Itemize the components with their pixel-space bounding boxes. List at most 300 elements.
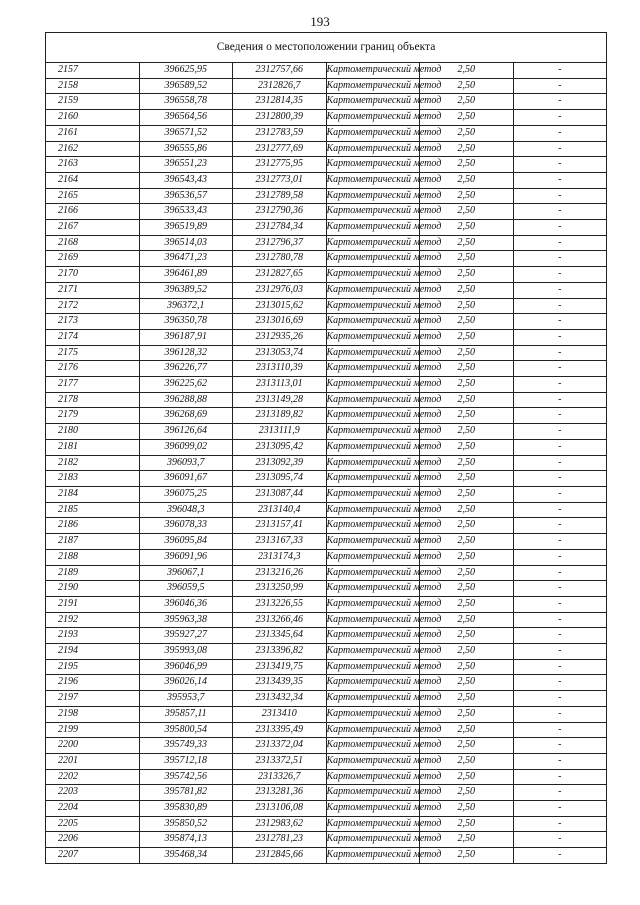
- y-coordinate-cell: 2313216,26: [233, 565, 327, 581]
- accuracy-cell: 2,50: [420, 549, 514, 565]
- accuracy-cell: 2,50: [420, 769, 514, 785]
- x-coordinate-cell: 395749,33: [139, 738, 233, 754]
- y-coordinate-cell: 2312775,95: [233, 157, 327, 173]
- y-coordinate-cell: 2312796,37: [233, 235, 327, 251]
- x-coordinate-cell: 395927,27: [139, 628, 233, 644]
- table-row: [46, 738, 607, 754]
- accuracy-cell: 2,50: [420, 691, 514, 707]
- y-coordinate-cell: 2312976,03: [233, 282, 327, 298]
- point-number-cell: 2187: [46, 534, 140, 550]
- method-cell: Картометрический метод: [326, 502, 420, 518]
- method-cell: Картометрический метод: [326, 628, 420, 644]
- x-coordinate-cell: 396048,3: [139, 502, 233, 518]
- x-coordinate-cell: 396514,03: [139, 235, 233, 251]
- point-number-cell: 2168: [46, 235, 140, 251]
- y-coordinate-cell: 2313250,99: [233, 581, 327, 597]
- x-coordinate-cell: 395712,18: [139, 753, 233, 769]
- y-coordinate-cell: 2312827,65: [233, 267, 327, 283]
- accuracy-cell: 2,50: [420, 612, 514, 628]
- y-coordinate-cell: 2313174,3: [233, 549, 327, 565]
- accuracy-cell: 2,50: [420, 110, 514, 126]
- point-number-cell: 2191: [46, 596, 140, 612]
- x-coordinate-cell: 395742,56: [139, 769, 233, 785]
- description-cell: -: [513, 534, 607, 550]
- y-coordinate-cell: 2312777,69: [233, 141, 327, 157]
- point-number-cell: 2200: [46, 738, 140, 754]
- x-coordinate-cell: 395857,11: [139, 706, 233, 722]
- y-coordinate-cell: 2313113,01: [233, 377, 327, 393]
- y-coordinate-cell: 2313053,74: [233, 345, 327, 361]
- x-coordinate-cell: 396625,95: [139, 63, 233, 79]
- method-cell: Картометрический метод: [326, 832, 420, 848]
- x-coordinate-cell: 395874,13: [139, 832, 233, 848]
- description-cell: -: [513, 125, 607, 141]
- table-row: [46, 220, 607, 236]
- y-coordinate-cell: 2313167,33: [233, 534, 327, 550]
- point-number-cell: 2165: [46, 188, 140, 204]
- method-cell: Картометрический метод: [326, 848, 420, 864]
- x-coordinate-cell: 396533,43: [139, 204, 233, 220]
- method-cell: Картометрический метод: [326, 706, 420, 722]
- table-title: Сведения о местоположении границ объекта: [46, 33, 607, 63]
- description-cell: -: [513, 63, 607, 79]
- x-coordinate-cell: 396126,64: [139, 424, 233, 440]
- point-number-cell: 2207: [46, 848, 140, 864]
- description-cell: -: [513, 235, 607, 251]
- accuracy-cell: 2,50: [420, 706, 514, 722]
- x-coordinate-cell: 396059,5: [139, 581, 233, 597]
- point-number-cell: 2205: [46, 816, 140, 832]
- point-number-cell: 2160: [46, 110, 140, 126]
- y-coordinate-cell: 2313395,49: [233, 722, 327, 738]
- accuracy-cell: 2,50: [420, 471, 514, 487]
- method-cell: Картометрический метод: [326, 565, 420, 581]
- table-row: [46, 282, 607, 298]
- table-row: [46, 581, 607, 597]
- accuracy-cell: 2,50: [420, 392, 514, 408]
- description-cell: -: [513, 110, 607, 126]
- method-cell: Картометрический метод: [326, 691, 420, 707]
- method-cell: Картометрический метод: [326, 785, 420, 801]
- y-coordinate-cell: 2313372,51: [233, 753, 327, 769]
- method-cell: Картометрический метод: [326, 801, 420, 817]
- accuracy-cell: 2,50: [420, 282, 514, 298]
- accuracy-cell: 2,50: [420, 801, 514, 817]
- table-row: [46, 534, 607, 550]
- description-cell: -: [513, 439, 607, 455]
- point-number-cell: 2170: [46, 267, 140, 283]
- point-number-cell: 2166: [46, 204, 140, 220]
- description-cell: -: [513, 518, 607, 534]
- accuracy-cell: 2,50: [420, 439, 514, 455]
- point-number-cell: 2203: [46, 785, 140, 801]
- x-coordinate-cell: 396226,77: [139, 361, 233, 377]
- method-cell: Картометрический метод: [326, 377, 420, 393]
- accuracy-cell: 2,50: [420, 518, 514, 534]
- description-cell: -: [513, 486, 607, 502]
- description-cell: -: [513, 785, 607, 801]
- table-row: [46, 518, 607, 534]
- method-cell: Картометрический метод: [326, 612, 420, 628]
- x-coordinate-cell: 396350,78: [139, 314, 233, 330]
- description-cell: -: [513, 188, 607, 204]
- description-cell: -: [513, 753, 607, 769]
- x-coordinate-cell: 396461,89: [139, 267, 233, 283]
- method-cell: Картометрический метод: [326, 63, 420, 79]
- accuracy-cell: 2,50: [420, 502, 514, 518]
- y-coordinate-cell: 2313281,36: [233, 785, 327, 801]
- table-row: [46, 486, 607, 502]
- table-row: [46, 267, 607, 283]
- method-cell: Картометрический метод: [326, 298, 420, 314]
- description-cell: -: [513, 94, 607, 110]
- table-row: [46, 392, 607, 408]
- method-cell: Картометрический метод: [326, 251, 420, 267]
- y-coordinate-cell: 2313111,9: [233, 424, 327, 440]
- x-coordinate-cell: 396564,56: [139, 110, 233, 126]
- description-cell: -: [513, 172, 607, 188]
- x-coordinate-cell: 396551,23: [139, 157, 233, 173]
- table-row: [46, 188, 607, 204]
- point-number-cell: 2169: [46, 251, 140, 267]
- method-cell: Картометрический метод: [326, 581, 420, 597]
- description-cell: -: [513, 408, 607, 424]
- point-number-cell: 2199: [46, 722, 140, 738]
- x-coordinate-cell: 396555,86: [139, 141, 233, 157]
- accuracy-cell: 2,50: [420, 251, 514, 267]
- point-number-cell: 2201: [46, 753, 140, 769]
- description-cell: -: [513, 848, 607, 864]
- table-row: [46, 172, 607, 188]
- y-coordinate-cell: 2312783,59: [233, 125, 327, 141]
- x-coordinate-cell: 395800,54: [139, 722, 233, 738]
- table-row: [46, 141, 607, 157]
- description-cell: -: [513, 801, 607, 817]
- y-coordinate-cell: 2312773,01: [233, 172, 327, 188]
- accuracy-cell: 2,50: [420, 753, 514, 769]
- point-number-cell: 2188: [46, 549, 140, 565]
- x-coordinate-cell: 395993,08: [139, 644, 233, 660]
- y-coordinate-cell: 2313439,35: [233, 675, 327, 691]
- table-row: [46, 125, 607, 141]
- description-cell: -: [513, 769, 607, 785]
- description-cell: -: [513, 581, 607, 597]
- y-coordinate-cell: 2312814,35: [233, 94, 327, 110]
- method-cell: Картометрический метод: [326, 220, 420, 236]
- accuracy-cell: 2,50: [420, 377, 514, 393]
- y-coordinate-cell: 2312826,7: [233, 78, 327, 94]
- point-number-cell: 2172: [46, 298, 140, 314]
- point-number-cell: 2163: [46, 157, 140, 173]
- table-row: [46, 848, 607, 864]
- accuracy-cell: 2,50: [420, 848, 514, 864]
- method-cell: Картометрический метод: [326, 314, 420, 330]
- accuracy-cell: 2,50: [420, 659, 514, 675]
- y-coordinate-cell: 2313095,74: [233, 471, 327, 487]
- method-cell: Картометрический метод: [326, 424, 420, 440]
- x-coordinate-cell: 396187,91: [139, 329, 233, 345]
- description-cell: -: [513, 549, 607, 565]
- accuracy-cell: 2,50: [420, 298, 514, 314]
- point-number-cell: 2189: [46, 565, 140, 581]
- accuracy-cell: 2,50: [420, 125, 514, 141]
- x-coordinate-cell: 396095,84: [139, 534, 233, 550]
- description-cell: -: [513, 251, 607, 267]
- description-cell: -: [513, 377, 607, 393]
- table-row: [46, 314, 607, 330]
- accuracy-cell: 2,50: [420, 94, 514, 110]
- description-cell: -: [513, 502, 607, 518]
- accuracy-cell: 2,50: [420, 141, 514, 157]
- method-cell: Картометрический метод: [326, 722, 420, 738]
- method-cell: Картометрический метод: [326, 738, 420, 754]
- point-number-cell: 2195: [46, 659, 140, 675]
- method-cell: Картометрический метод: [326, 549, 420, 565]
- accuracy-cell: 2,50: [420, 675, 514, 691]
- table-row: [46, 565, 607, 581]
- x-coordinate-cell: 396288,88: [139, 392, 233, 408]
- x-coordinate-cell: 396372,1: [139, 298, 233, 314]
- y-coordinate-cell: 2312757,66: [233, 63, 327, 79]
- x-coordinate-cell: 395830,89: [139, 801, 233, 817]
- method-cell: Картометрический метод: [326, 125, 420, 141]
- table-row: [46, 361, 607, 377]
- x-coordinate-cell: 396099,02: [139, 439, 233, 455]
- accuracy-cell: 2,50: [420, 329, 514, 345]
- accuracy-cell: 2,50: [420, 345, 514, 361]
- x-coordinate-cell: 396519,89: [139, 220, 233, 236]
- description-cell: -: [513, 644, 607, 660]
- point-number-cell: 2173: [46, 314, 140, 330]
- accuracy-cell: 2,50: [420, 188, 514, 204]
- accuracy-cell: 2,50: [420, 63, 514, 79]
- y-coordinate-cell: 2313326,7: [233, 769, 327, 785]
- table-row: [46, 659, 607, 675]
- accuracy-cell: 2,50: [420, 172, 514, 188]
- x-coordinate-cell: 395953,7: [139, 691, 233, 707]
- table-row: [46, 439, 607, 455]
- method-cell: Картометрический метод: [326, 659, 420, 675]
- method-cell: Картометрический метод: [326, 486, 420, 502]
- point-number-cell: 2192: [46, 612, 140, 628]
- accuracy-cell: 2,50: [420, 267, 514, 283]
- x-coordinate-cell: 396225,62: [139, 377, 233, 393]
- point-number-cell: 2194: [46, 644, 140, 660]
- table-row: [46, 816, 607, 832]
- y-coordinate-cell: 2312780,78: [233, 251, 327, 267]
- method-cell: Картометрический метод: [326, 188, 420, 204]
- method-cell: Картометрический метод: [326, 471, 420, 487]
- y-coordinate-cell: 2312983,62: [233, 816, 327, 832]
- accuracy-cell: 2,50: [420, 738, 514, 754]
- method-cell: Картометрический метод: [326, 282, 420, 298]
- table-row: [46, 832, 607, 848]
- description-cell: -: [513, 722, 607, 738]
- description-cell: -: [513, 424, 607, 440]
- table-body: [46, 63, 607, 864]
- x-coordinate-cell: 396093,7: [139, 455, 233, 471]
- x-coordinate-cell: 396075,25: [139, 486, 233, 502]
- method-cell: Картометрический метод: [326, 172, 420, 188]
- y-coordinate-cell: 2313106,08: [233, 801, 327, 817]
- y-coordinate-cell: 2312800,39: [233, 110, 327, 126]
- method-cell: Картометрический метод: [326, 361, 420, 377]
- y-coordinate-cell: 2313095,42: [233, 439, 327, 455]
- x-coordinate-cell: 396091,96: [139, 549, 233, 565]
- description-cell: -: [513, 314, 607, 330]
- y-coordinate-cell: 2312935,26: [233, 329, 327, 345]
- accuracy-cell: 2,50: [420, 408, 514, 424]
- point-number-cell: 2184: [46, 486, 140, 502]
- point-number-cell: 2174: [46, 329, 140, 345]
- point-number-cell: 2167: [46, 220, 140, 236]
- y-coordinate-cell: 2313016,69: [233, 314, 327, 330]
- point-number-cell: 2181: [46, 439, 140, 455]
- accuracy-cell: 2,50: [420, 785, 514, 801]
- description-cell: -: [513, 298, 607, 314]
- table-row: [46, 549, 607, 565]
- y-coordinate-cell: 2313396,82: [233, 644, 327, 660]
- description-cell: -: [513, 612, 607, 628]
- table-row: [46, 235, 607, 251]
- x-coordinate-cell: 396026,14: [139, 675, 233, 691]
- point-number-cell: 2185: [46, 502, 140, 518]
- y-coordinate-cell: 2313157,41: [233, 518, 327, 534]
- description-cell: -: [513, 675, 607, 691]
- description-cell: -: [513, 204, 607, 220]
- accuracy-cell: 2,50: [420, 832, 514, 848]
- table-row: [46, 675, 607, 691]
- point-number-cell: 2206: [46, 832, 140, 848]
- y-coordinate-cell: 2313266,46: [233, 612, 327, 628]
- table-row: [46, 644, 607, 660]
- table-row: [46, 157, 607, 173]
- x-coordinate-cell: 396543,43: [139, 172, 233, 188]
- x-coordinate-cell: 396558,78: [139, 94, 233, 110]
- y-coordinate-cell: 2313419,75: [233, 659, 327, 675]
- accuracy-cell: 2,50: [420, 628, 514, 644]
- method-cell: Картометрический метод: [326, 345, 420, 361]
- accuracy-cell: 2,50: [420, 581, 514, 597]
- x-coordinate-cell: 396046,99: [139, 659, 233, 675]
- table-row: [46, 471, 607, 487]
- accuracy-cell: 2,50: [420, 424, 514, 440]
- table-title-row: [46, 33, 607, 63]
- description-cell: -: [513, 628, 607, 644]
- x-coordinate-cell: 396471,23: [139, 251, 233, 267]
- method-cell: Картометрический метод: [326, 455, 420, 471]
- accuracy-cell: 2,50: [420, 455, 514, 471]
- method-cell: Картометрический метод: [326, 816, 420, 832]
- table-row: [46, 753, 607, 769]
- point-number-cell: 2158: [46, 78, 140, 94]
- x-coordinate-cell: 396536,57: [139, 188, 233, 204]
- table-row: [46, 801, 607, 817]
- table-row: [46, 110, 607, 126]
- y-coordinate-cell: 2313110,39: [233, 361, 327, 377]
- accuracy-cell: 2,50: [420, 722, 514, 738]
- y-coordinate-cell: 2312790,36: [233, 204, 327, 220]
- point-number-cell: 2180: [46, 424, 140, 440]
- method-cell: Картометрический метод: [326, 518, 420, 534]
- x-coordinate-cell: 395468,34: [139, 848, 233, 864]
- point-number-cell: 2178: [46, 392, 140, 408]
- method-cell: Картометрический метод: [326, 408, 420, 424]
- description-cell: -: [513, 141, 607, 157]
- description-cell: -: [513, 738, 607, 754]
- x-coordinate-cell: 395781,82: [139, 785, 233, 801]
- table-row: [46, 329, 607, 345]
- description-cell: -: [513, 78, 607, 94]
- point-number-cell: 2202: [46, 769, 140, 785]
- y-coordinate-cell: 2313432,34: [233, 691, 327, 707]
- accuracy-cell: 2,50: [420, 534, 514, 550]
- point-number-cell: 2198: [46, 706, 140, 722]
- accuracy-cell: 2,50: [420, 157, 514, 173]
- y-coordinate-cell: 2313410: [233, 706, 327, 722]
- table-row: [46, 455, 607, 471]
- x-coordinate-cell: 396389,52: [139, 282, 233, 298]
- x-coordinate-cell: 396067,1: [139, 565, 233, 581]
- table-row: [46, 502, 607, 518]
- point-number-cell: 2161: [46, 125, 140, 141]
- page-number: 193: [310, 14, 330, 29]
- point-number-cell: 2177: [46, 377, 140, 393]
- x-coordinate-cell: 396128,32: [139, 345, 233, 361]
- point-number-cell: 2186: [46, 518, 140, 534]
- y-coordinate-cell: 2313149,28: [233, 392, 327, 408]
- method-cell: Картометрический метод: [326, 204, 420, 220]
- method-cell: Картометрический метод: [326, 439, 420, 455]
- y-coordinate-cell: 2312789,58: [233, 188, 327, 204]
- table-row: [46, 204, 607, 220]
- description-cell: -: [513, 471, 607, 487]
- table-row: [46, 377, 607, 393]
- accuracy-cell: 2,50: [420, 78, 514, 94]
- table-row: [46, 706, 607, 722]
- method-cell: Картометрический метод: [326, 596, 420, 612]
- y-coordinate-cell: 2313092,39: [233, 455, 327, 471]
- x-coordinate-cell: 396046,36: [139, 596, 233, 612]
- method-cell: Картометрический метод: [326, 157, 420, 173]
- point-number-cell: 2197: [46, 691, 140, 707]
- table-row: [46, 251, 607, 267]
- accuracy-cell: 2,50: [420, 486, 514, 502]
- point-number-cell: 2171: [46, 282, 140, 298]
- description-cell: -: [513, 706, 607, 722]
- method-cell: Картометрический метод: [326, 110, 420, 126]
- y-coordinate-cell: 2313015,62: [233, 298, 327, 314]
- method-cell: Картометрический метод: [326, 235, 420, 251]
- description-cell: -: [513, 596, 607, 612]
- point-number-cell: 2196: [46, 675, 140, 691]
- method-cell: Картометрический метод: [326, 753, 420, 769]
- point-number-cell: 2190: [46, 581, 140, 597]
- table-row: [46, 691, 607, 707]
- x-coordinate-cell: 396078,33: [139, 518, 233, 534]
- description-cell: -: [513, 659, 607, 675]
- table-row: [46, 408, 607, 424]
- point-number-cell: 2164: [46, 172, 140, 188]
- table-row: [46, 785, 607, 801]
- accuracy-cell: 2,50: [420, 220, 514, 236]
- y-coordinate-cell: 2312845,66: [233, 848, 327, 864]
- table-row: [46, 596, 607, 612]
- table-row: [46, 94, 607, 110]
- description-cell: -: [513, 282, 607, 298]
- description-cell: -: [513, 392, 607, 408]
- method-cell: Картометрический метод: [326, 644, 420, 660]
